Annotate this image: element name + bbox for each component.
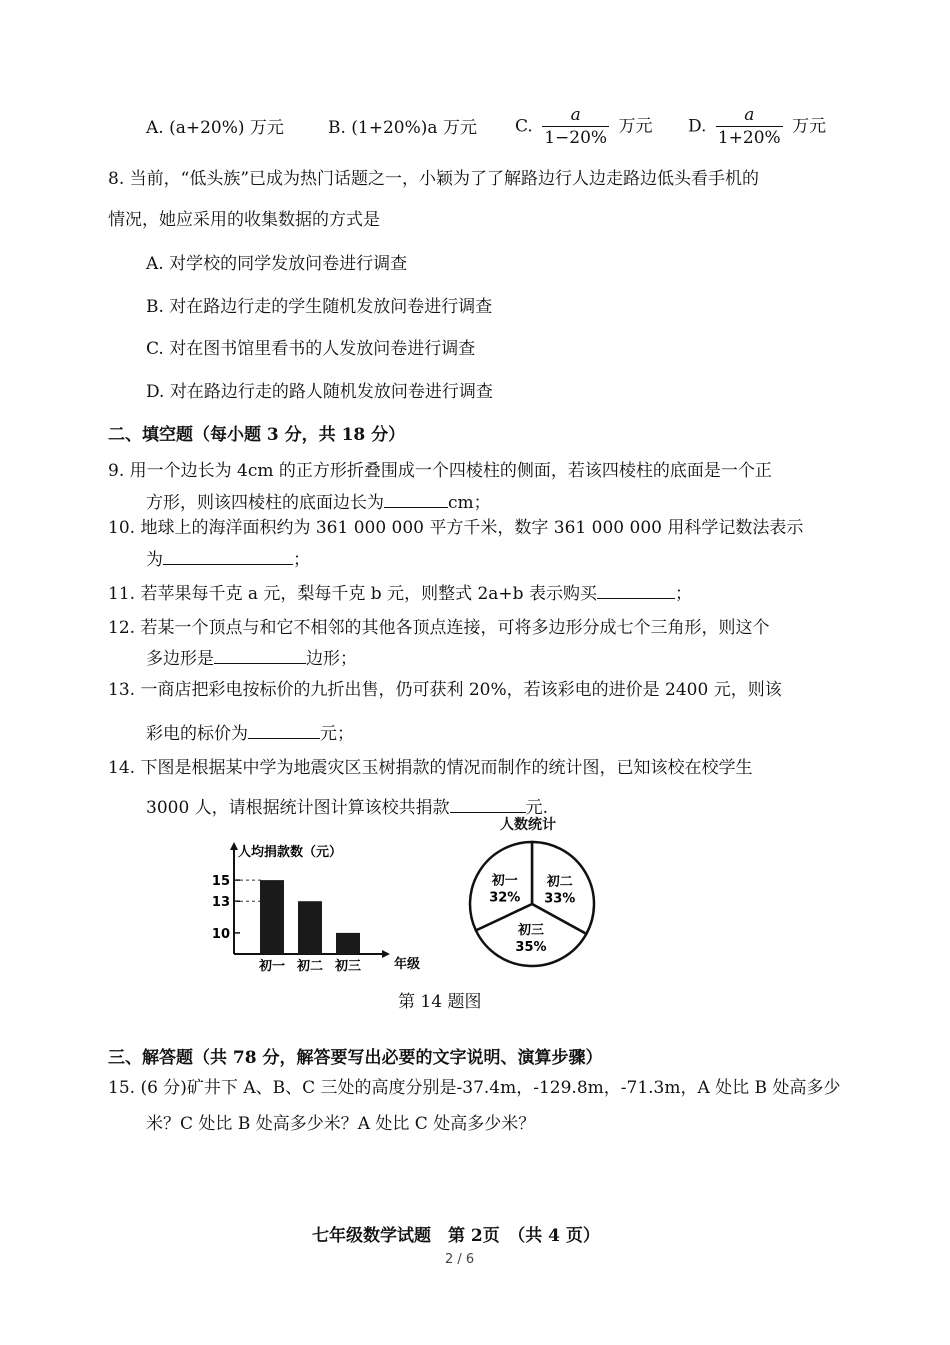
q11-answer-blank[interactable] <box>597 580 675 599</box>
bar-2 <box>298 901 322 954</box>
q13-line2 <box>146 720 354 746</box>
pie-slice-label: 初一 <box>491 873 518 889</box>
pie-chart <box>462 834 602 974</box>
q13-unit: 元； <box>320 724 354 744</box>
section-3-title: 三、解答题（共 78 分，解答要写出必要的文字说明、演算步骤） <box>108 1048 603 1068</box>
q15-line2: 米？C 处比 B 处高多少米？A 处比 C 处高多少米？ <box>146 1114 536 1134</box>
y-tick-label: 13 <box>211 895 230 911</box>
q10-line1: 10. 地球上的海洋面积约为 361 000 000 平方千米，数字 361 000 000 用科学记数法表示 <box>108 518 804 538</box>
bar-category-label: 初一 <box>258 959 286 974</box>
section-2-title: 二、填空题（每小题 3 分，共 18 分） <box>108 425 406 445</box>
bar-category-label: 初二 <box>296 959 324 974</box>
footer-title: 七年级数学试题 第 2页 （共 4 页） <box>312 1226 600 1246</box>
y-axis-arrow-icon <box>230 842 238 850</box>
q9-text: 方形，则该四棱柱的底面边长为 <box>146 493 384 513</box>
q9-answer-blank[interactable] <box>384 489 448 508</box>
q13-answer-blank[interactable] <box>248 720 320 739</box>
q14-line2 <box>146 794 548 820</box>
q7-option-d-label: D. <box>688 116 707 137</box>
q9-line1: 9. 用一个边长为 4cm 的正方形折叠围成一个四棱柱的侧面，若该四棱柱的底面是一个正 <box>108 461 772 481</box>
q7-option-a: A. (a+20%) 万元 <box>146 118 284 138</box>
q7-option-c <box>515 104 652 149</box>
q7-option-c-fraction <box>542 104 609 149</box>
x-axis-arrow-icon <box>382 950 390 958</box>
q14-line1: 14. 下图是根据某中学为地震灾区玉树捐款的情况而制作的统计图，已知该校在校学生 <box>108 758 753 778</box>
q8-option-a: A. 对学校的同学发放问卷进行调查 <box>146 254 408 274</box>
q12-text: 多边形是 <box>146 649 214 669</box>
q13-text: 彩电的标价为 <box>146 724 248 744</box>
q7-option-c-numerator: a <box>570 105 581 125</box>
q14-answer-blank[interactable] <box>450 794 526 813</box>
pie-chart-title: 人数统计 <box>500 817 556 833</box>
q7-option-d-numerator: a <box>744 105 755 125</box>
y-tick-label: 15 <box>211 874 230 890</box>
q8-stem-line1: 8. 当前，“低头族”已成为热门话题之一，小颖为了了解路边行人边走路边低头看手机的 <box>108 169 760 189</box>
bar-chart-title: 人均捐款数（元） <box>238 845 343 860</box>
q11-end: ； <box>674 584 692 604</box>
q8-option-b: B. 对在路边行走的学生随机发放问卷进行调查 <box>146 297 493 317</box>
q8-stem-line2: 情况，她应采用的收集数据的方式是 <box>108 210 380 230</box>
pie-slice-label: 初三 <box>517 923 544 939</box>
q12-answer-blank[interactable] <box>214 645 306 664</box>
q13-line1: 13. 一商店把彩电按标价的九折出售，仍可获利 20%，若该彩电的进价是 2400 元，则该 <box>108 680 782 700</box>
q7-option-b: B. (1+20%)a 万元 <box>328 118 477 138</box>
q9-line2 <box>146 489 491 515</box>
q14-unit: 元. <box>525 798 549 818</box>
q10-end: ； <box>293 550 310 570</box>
q10-answer-blank[interactable] <box>163 546 293 565</box>
pie-slice-value: 33% <box>544 891 576 907</box>
q7-option-d-denominator: 1+20% <box>717 128 781 148</box>
bar-category-label: 初三 <box>334 959 362 974</box>
q12-line2 <box>146 645 357 671</box>
y-tick-label: 10 <box>211 926 230 942</box>
q7-option-d-unit: 万元 <box>792 116 827 137</box>
q8-option-c: C. 对在图书馆里看书的人发放问卷进行调查 <box>146 339 476 359</box>
bar-1 <box>260 880 284 954</box>
bar-chart <box>204 836 444 986</box>
figure-caption: 第 14 题图 <box>398 992 482 1012</box>
q10-line2 <box>146 546 310 572</box>
pie-slice-value: 35% <box>515 940 547 956</box>
q11-line <box>108 580 692 606</box>
page-number: 2 / 6 <box>445 1252 475 1267</box>
q7-option-d-fraction <box>716 104 783 149</box>
q11-text: 11. 若苹果每千克 a 元，梨每千克 b 元，则整式 2a+b 表示购买 <box>108 584 597 604</box>
q7-option-c-denominator: 1−20% <box>544 128 608 148</box>
pie-slice-label: 初二 <box>546 874 573 890</box>
q9-unit: cm； <box>448 493 491 513</box>
x-axis-label: 年级 <box>394 957 421 972</box>
bar-3 <box>336 933 360 954</box>
q7-option-d <box>688 104 826 149</box>
q12-line1: 12. 若某一个顶点与和它不相邻的其他各顶点连接，可将多边形分成七个三角形，则这个 <box>108 618 770 638</box>
q15-line1: 15. (6 分)矿井下 A、B、C 三处的高度分别是-37.4m，-129.8m，-71.3m，A 处比 B 处高多少 <box>108 1078 841 1098</box>
q7-option-c-unit: 万元 <box>618 116 653 137</box>
q12-end: 边形； <box>306 649 357 669</box>
q8-option-d: D. 对在路边行走的路人随机发放问卷进行调查 <box>146 382 493 402</box>
q10-text: 为 <box>146 550 163 570</box>
q14-text: 3000 人，请根据统计图计算该校共捐款 <box>146 798 450 818</box>
q7-option-c-label: C. <box>515 116 533 137</box>
pie-slice-value: 32% <box>489 890 521 906</box>
